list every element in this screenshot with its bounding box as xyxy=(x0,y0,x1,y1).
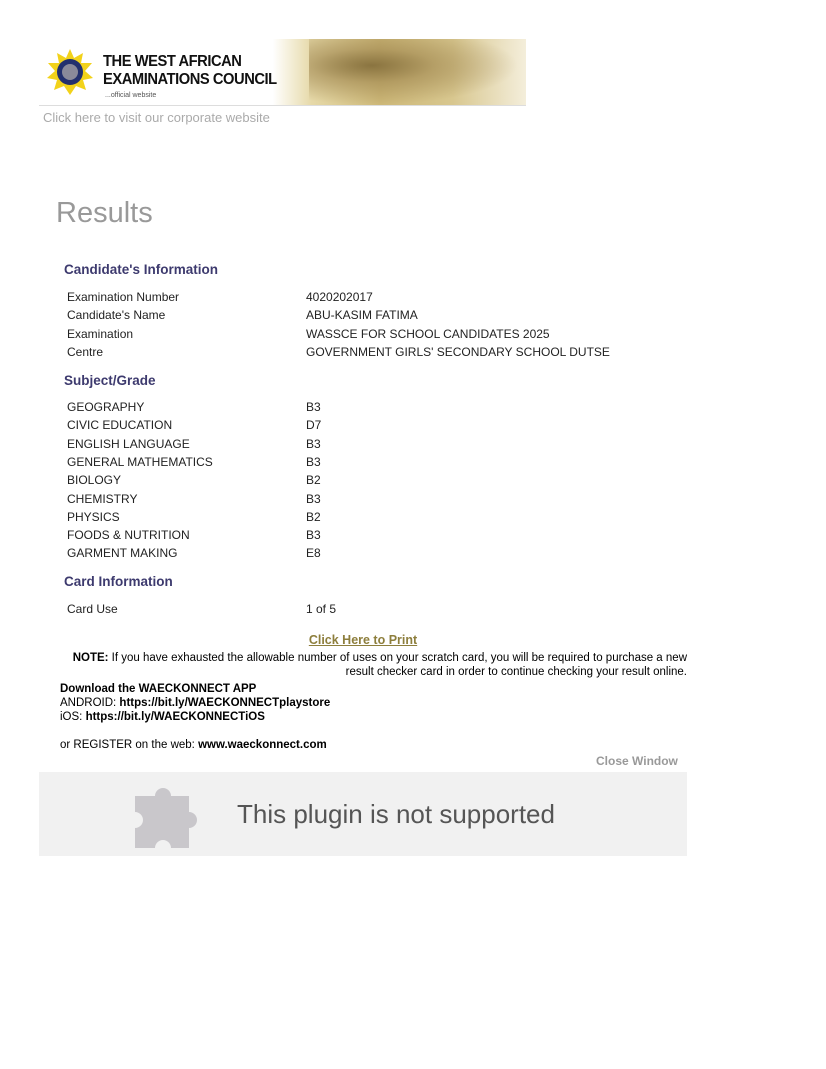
info-row xyxy=(67,435,627,453)
note-text: NOTE: If you have exhausted the allowable number of uses on your scratch card, you will be required to purchase a new result checker card in order to continue checking your result online. xyxy=(72,652,687,678)
row-value: B2 xyxy=(306,509,321,524)
row-label: PHYSICS xyxy=(67,509,120,524)
row-value: 1 of 5 xyxy=(306,602,337,616)
info-row xyxy=(67,325,627,343)
info-row xyxy=(67,398,627,416)
row-value: B3 xyxy=(306,400,321,414)
row-label: Examination xyxy=(67,326,134,341)
row-label: BIOLOGY xyxy=(67,473,122,488)
puzzle-piece-icon xyxy=(133,776,209,852)
print-link[interactable]: Click Here to Print xyxy=(308,633,418,647)
row-label: GEOGRAPHY xyxy=(67,400,145,414)
info-row xyxy=(67,600,627,618)
page-title: Results xyxy=(56,197,153,229)
info-row xyxy=(67,526,627,544)
row-value: WASSCE FOR SCHOOL CANDIDATES 2025 xyxy=(306,326,550,341)
info-row xyxy=(67,306,627,324)
close-window-link[interactable]: Close Window xyxy=(596,754,678,768)
row-value: B3 xyxy=(306,528,321,543)
ios-link[interactable]: https://bit.ly/WAECKONNECTiOS xyxy=(85,711,265,723)
info-row xyxy=(67,343,627,361)
info-row xyxy=(67,453,627,471)
row-label: FOODS & NUTRITION xyxy=(67,528,190,543)
row-value: B2 xyxy=(306,473,321,488)
tagline: ...official website xyxy=(105,92,157,99)
row-value: B3 xyxy=(306,454,321,469)
row-value: B3 xyxy=(306,436,321,451)
waec-seal-icon xyxy=(47,49,93,95)
row-value: ABU-KASIM FATIMA xyxy=(306,308,418,323)
row-label: GARMENT MAKING xyxy=(67,546,178,561)
android-line: ANDROID: https://bit.ly/WAECKONNECTplaystore xyxy=(60,697,331,709)
row-label: Card Use xyxy=(67,602,118,616)
info-row xyxy=(67,508,627,526)
row-label: Examination Number xyxy=(67,290,180,304)
row-value: GOVERNMENT GIRLS' SECONDARY SCHOOL DUTSE xyxy=(306,344,610,359)
info-row xyxy=(67,544,627,562)
candidate-info-heading: Candidate's Information xyxy=(64,262,218,277)
info-row xyxy=(67,416,627,434)
android-link[interactable]: https://bit.ly/WAECKONNECTplaystore xyxy=(119,697,331,709)
org-name: THE WEST AFRICAN EXAMINATIONS COUNCIL xyxy=(103,53,277,88)
row-value: E8 xyxy=(306,546,321,561)
row-label: Centre xyxy=(67,344,104,359)
row-label: Candidate's Name xyxy=(67,308,166,323)
waec-banner xyxy=(39,39,526,106)
row-value: B3 xyxy=(306,491,321,506)
info-row xyxy=(67,490,627,508)
info-row xyxy=(67,471,627,489)
row-label: GENERAL MATHEMATICS xyxy=(67,454,213,469)
banner-photo xyxy=(309,39,519,105)
row-value: 4020202017 xyxy=(306,290,373,304)
row-label: CIVIC EDUCATION xyxy=(67,418,173,433)
ios-line: iOS: https://bit.ly/WAECKONNECTiOS xyxy=(60,711,265,723)
plugin-message: This plugin is not supported xyxy=(237,799,555,829)
row-value: D7 xyxy=(306,418,322,433)
card-info-heading: Card Information xyxy=(64,574,173,589)
subject-grade-heading: Subject/Grade xyxy=(64,373,156,388)
row-label: CHEMISTRY xyxy=(67,491,138,506)
register-line: or REGISTER on the web: www.waeckonnect.com xyxy=(60,739,327,751)
row-label: ENGLISH LANGUAGE xyxy=(67,436,190,451)
register-link[interactable]: www.waeckonnect.com xyxy=(198,739,327,751)
info-row xyxy=(67,288,627,306)
plugin-placeholder xyxy=(39,772,687,856)
corporate-website-link[interactable]: Click here to visit our corporate website xyxy=(43,110,270,125)
download-heading: Download the WAECKONNECT APP xyxy=(60,683,257,695)
